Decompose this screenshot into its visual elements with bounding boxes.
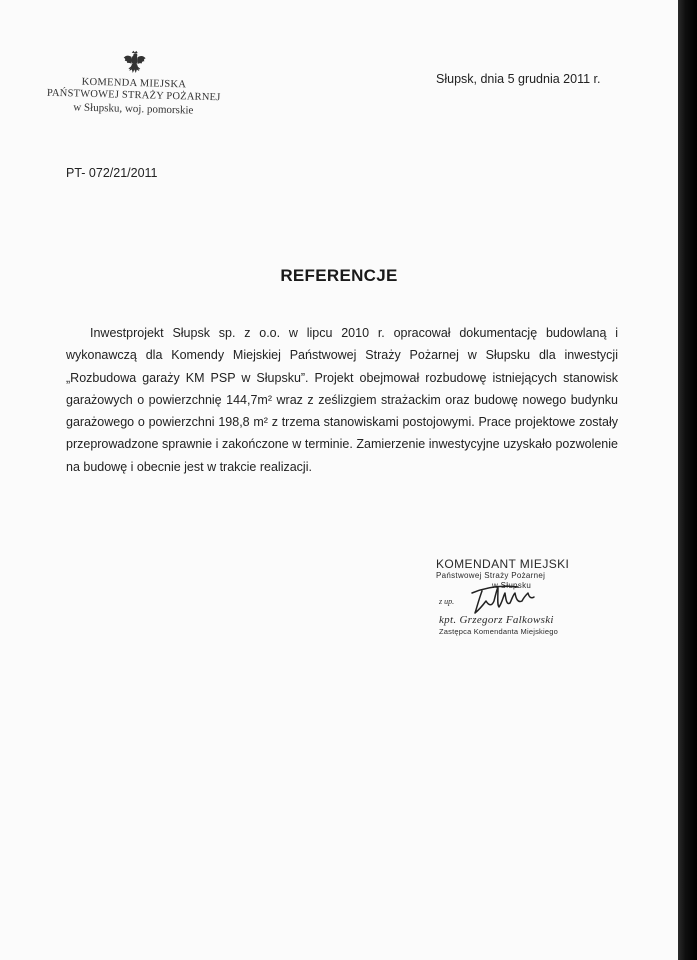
place-and-date: Słupsk, dnia 5 grudnia 2011 r. [436, 72, 601, 86]
stamp-institution-name: KOMENDA MIEJSKA [81, 76, 187, 91]
document-title: REFERENCJE [280, 266, 398, 285]
signature-stamp [436, 558, 606, 637]
scan-dark-edge [678, 0, 697, 960]
header-stamp [43, 48, 225, 119]
stamp-institution-location: w Słupsku, woj. pomorskie [73, 101, 194, 117]
signature-stamp-title: KOMENDANT MIEJSKI [436, 557, 570, 571]
reference-number: PT- 072/21/2011 [66, 166, 158, 180]
signatory-role: Zastępca Komendanta Miejskiego [439, 627, 558, 636]
signature-proxy-label: z up. [439, 597, 455, 606]
handwritten-signature [466, 579, 546, 619]
polish-eagle-icon [122, 50, 147, 77]
signature-stamp-city: w Słupsku [492, 581, 532, 590]
signature-stamp-org: Państwowej Straży Pożarnej [436, 571, 546, 580]
signatory-name: kpt. Grzegorz Falkowski [439, 614, 554, 626]
stamp-institution-service: PAŃSTWOWEJ STRAŻY POŻARNEJ [46, 87, 221, 104]
body-paragraph: Inwestprojekt Słupsk sp. z o.o. w lipcu 2010 r. opracował dokumentację budowlaną i wykonawczą dla Komendy Miejskiej Państwowej Straży Pożarnej w Słupsku dla inwestycji „Rozbudowa garaży KM PSP w Słupsku”. Projekt obejmował rozbudowę istniejących stanowisk garażowych o powierzchnię 144,7m² wraz z ześlizgiem strażackim oraz budowę nowego budynku garażowego o powierzchni 198,8 m² z trzema stanowiskami postojowymi. Prace projektowe zostały przeprowadzone sprawnie i zakończone w terminie. Zamierzenie inwestycyjne uzyskało pozwolenie na budowę i obecnie jest w trakcie realizacji. [66, 326, 618, 474]
